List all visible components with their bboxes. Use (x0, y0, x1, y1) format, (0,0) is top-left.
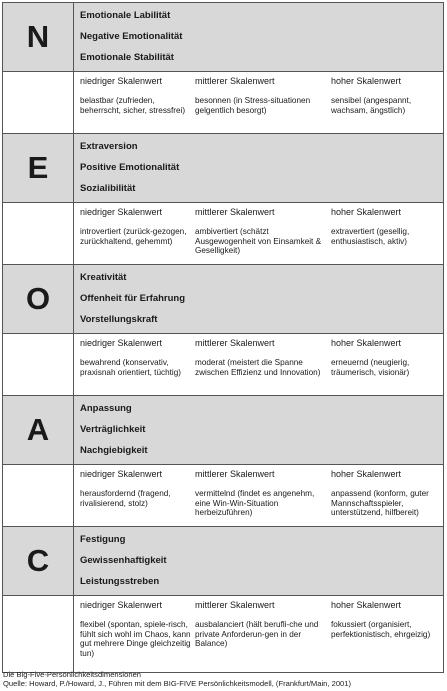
low-score-description: introvertiert (zurück-gezogen, zurückhaltend, gehemmt) (80, 227, 187, 246)
mid-score-cell (195, 76, 331, 133)
dimension-n (3, 3, 443, 134)
caption-title: Die Big-Five-Persönlichkeitsdimensionen (3, 670, 142, 679)
high-score-header: hoher Skalenwert (331, 469, 402, 479)
low-score-cell (80, 76, 195, 133)
dimension-header (3, 3, 443, 72)
dimension-term: Leistungsstreben (80, 575, 160, 587)
dimension-c (3, 527, 443, 672)
low-score-header: niedriger Skalenwert (80, 76, 163, 86)
letter-column-spacer (3, 334, 74, 395)
dimension-letter: O (3, 265, 74, 333)
dimension-letter: N (3, 3, 74, 71)
high-score-cell (331, 76, 441, 133)
dimension-header (3, 134, 443, 203)
mid-score-header: mittlerer Skalenwert (195, 207, 275, 217)
dimension-term: Verträglichkeit (80, 423, 146, 435)
high-score-description: anpassend (konform, guter Mannschaftsspieler, unterstützend, hilfbereit) (331, 489, 429, 518)
dimension-letter: E (3, 134, 74, 202)
mid-score-cell (195, 338, 331, 395)
low-score-header: niedriger Skalenwert (80, 600, 163, 610)
dimension-terms (74, 527, 443, 595)
high-score-cell (331, 600, 441, 672)
high-score-header: hoher Skalenwert (331, 600, 402, 610)
scale-row (3, 334, 443, 396)
dimension-terms (74, 265, 443, 333)
mid-score-header: mittlerer Skalenwert (195, 338, 275, 348)
mid-score-cell (195, 469, 331, 526)
dimension-term: Kreativität (80, 271, 127, 283)
big-five-table (2, 2, 444, 673)
dimension-terms (74, 3, 443, 71)
dimension-header (3, 396, 443, 465)
mid-score-cell (195, 207, 331, 264)
low-score-header: niedriger Skalenwert (80, 469, 163, 479)
dimension-term: Extraversion (80, 140, 138, 152)
high-score-header: hoher Skalenwert (331, 76, 402, 86)
low-score-cell (80, 469, 195, 526)
high-score-description: sensibel (angespannt, wachsam, ängstlich) (331, 96, 412, 115)
mid-score-description: ambivertiert (schätzt Ausgewogenheit von Einsamkeit & Geselligkeit) (195, 227, 322, 256)
dimension-term: Festigung (80, 533, 126, 545)
low-score-cell (80, 600, 195, 672)
dimension-term: Sozialibilität (80, 182, 136, 194)
dimension-a (3, 396, 443, 527)
high-score-header: hoher Skalenwert (331, 207, 402, 217)
dimension-term: Vorstellungskraft (80, 313, 158, 325)
dimension-terms (74, 396, 443, 464)
scale-row (3, 465, 443, 527)
dimension-term: Anpassung (80, 402, 132, 414)
scale-row (3, 72, 443, 134)
letter-column-spacer (3, 72, 74, 133)
dimension-o (3, 265, 443, 396)
caption-source: Quelle: Howard, P./Howard, J., Führen mit dem BIG-FIVE Persönlichkeitsmodell, (Frankfurt/Main, 2001) (3, 679, 352, 688)
mid-score-description: ausbalanciert (hält berufli-che und private Anforderun-gen in der Balance) (195, 620, 319, 649)
dimension-term: Offenheit für Erfahrung (80, 292, 186, 304)
high-score-cell (331, 338, 441, 395)
low-score-header: niedriger Skalenwert (80, 207, 163, 217)
dimension-letter: A (3, 396, 74, 464)
mid-score-description: vermittelnd (findet es angenehm, eine Win-Win-Situation herbeizuführen) (195, 489, 315, 518)
mid-score-description: besonnen (in Stress-situationen gelgentlich besorgt) (195, 96, 311, 115)
low-score-cell (80, 207, 195, 264)
dimension-term: Emotionale Labilität (80, 9, 171, 21)
dimension-e (3, 134, 443, 265)
dimension-letter: C (3, 527, 74, 595)
low-score-cell (80, 338, 195, 395)
low-score-description: bewahrend (konservativ, praxisnah orientiert, tüchtig) (80, 358, 182, 377)
dimension-term: Emotionale Stabilität (80, 51, 174, 63)
mid-score-description: moderat (meistert die Spanne zwischen Effizienz und Innovation) (195, 358, 321, 377)
high-score-cell (331, 469, 441, 526)
low-score-description: belastbar (zufrieden, beherrscht, sicher, stressfrei) (80, 96, 186, 115)
dimension-header (3, 527, 443, 596)
high-score-description: fokussiert (organisiert, perfektionistisch, ehrgeizig) (331, 620, 431, 639)
figure-caption (3, 670, 447, 688)
mid-score-header: mittlerer Skalenwert (195, 469, 275, 479)
scale-row (3, 203, 443, 265)
letter-column-spacer (3, 596, 74, 672)
dimension-term: Gewissenhaftigkeit (80, 554, 167, 566)
mid-score-header: mittlerer Skalenwert (195, 600, 275, 610)
low-score-header: niedriger Skalenwert (80, 338, 163, 348)
mid-score-header: mittlerer Skalenwert (195, 76, 275, 86)
letter-column-spacer (3, 203, 74, 264)
dimension-terms (74, 134, 443, 202)
mid-score-cell (195, 600, 331, 672)
high-score-cell (331, 207, 441, 264)
dimension-term: Positive Emotionalität (80, 161, 180, 173)
low-score-description: flexibel (spontan, spiele-risch, fühlt sich wohl im Chaos, kann gut mehrere Dinge gleichzeitig tun) (80, 620, 191, 658)
scale-row (3, 596, 443, 672)
letter-column-spacer (3, 465, 74, 526)
dimension-header (3, 265, 443, 334)
dimension-term: Negative Emotionalität (80, 30, 183, 42)
high-score-description: erneuernd (neugierig, träumerisch, visionär) (331, 358, 410, 377)
high-score-description: extravertiert (gesellig, enthusiastisch, aktiv) (331, 227, 410, 246)
dimension-term: Nachgiebigkeit (80, 444, 148, 456)
high-score-header: hoher Skalenwert (331, 338, 402, 348)
low-score-description: herausfordernd (fragend, rivalisierend, stolz) (80, 489, 171, 508)
